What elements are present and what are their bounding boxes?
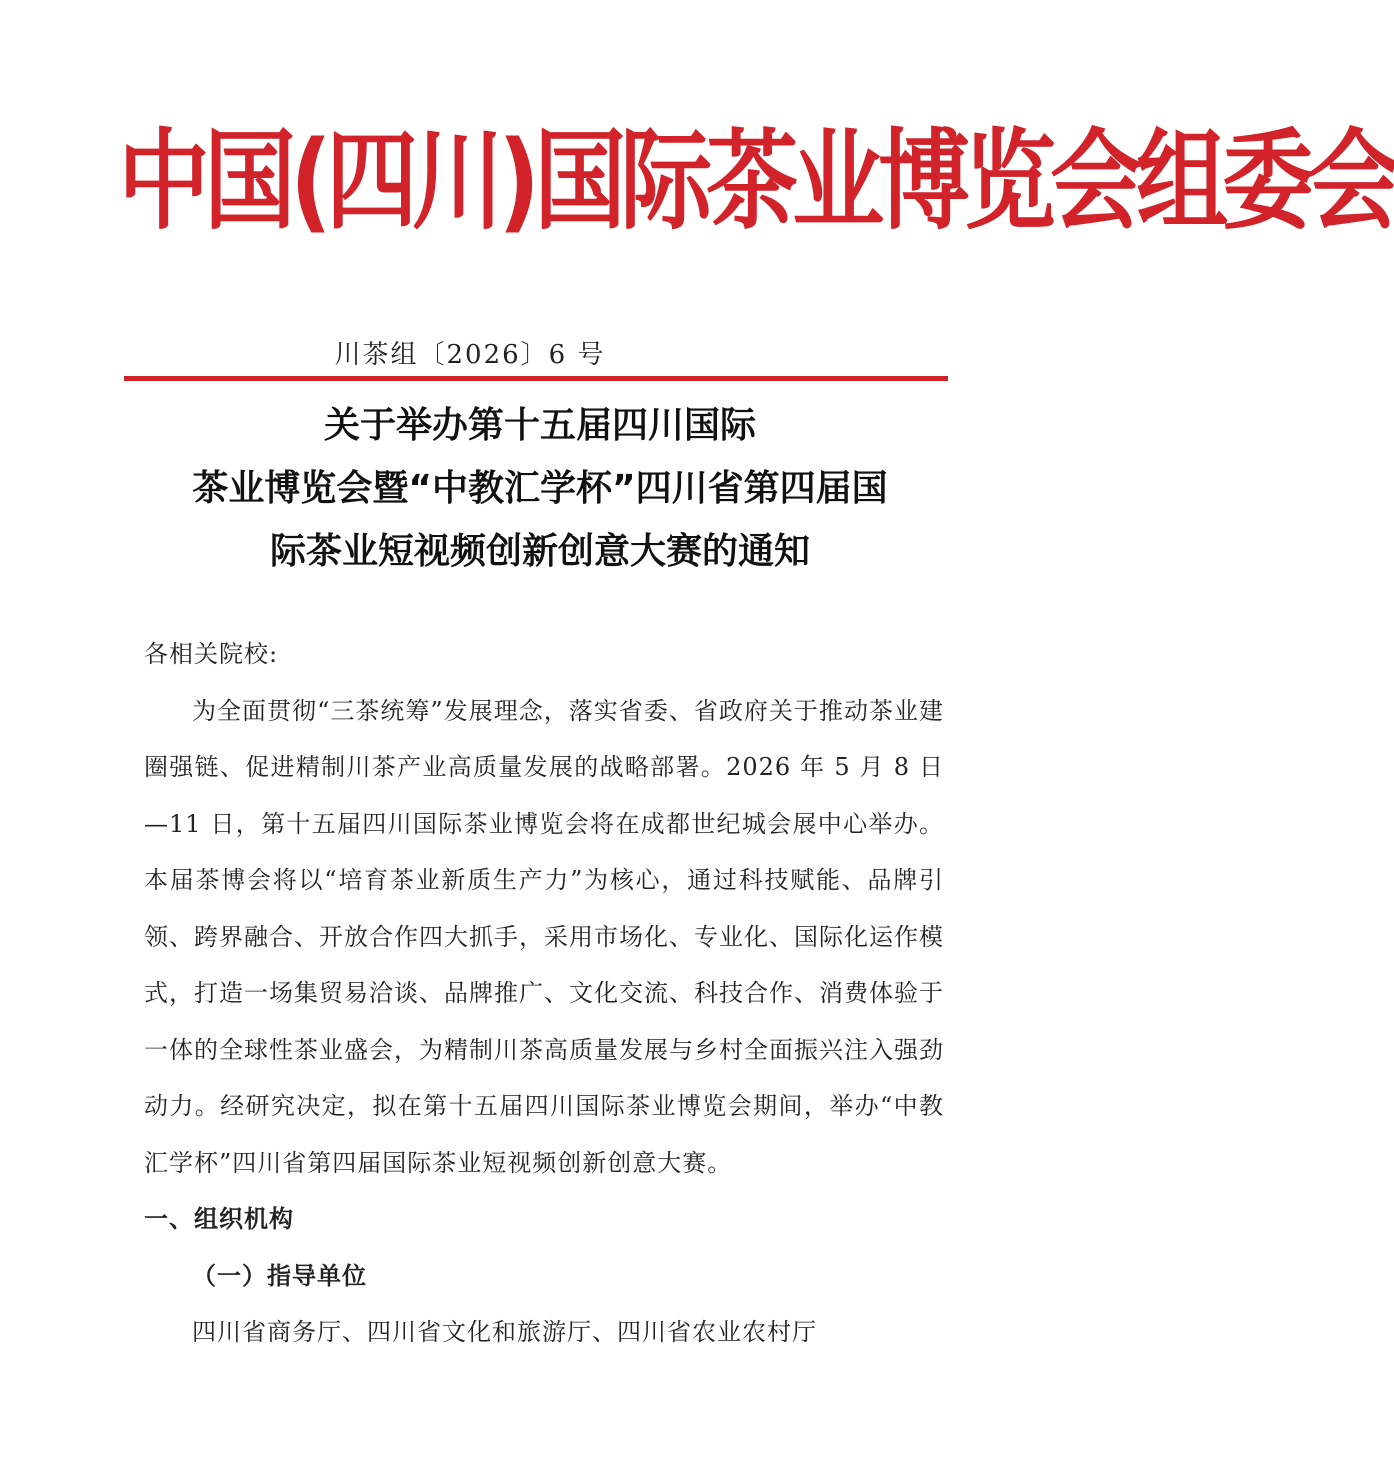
section-heading-1: 一、组织机构 bbox=[144, 1205, 294, 1233]
document-title bbox=[110, 394, 970, 583]
salutation: 各相关院校: bbox=[144, 640, 279, 668]
title-line-1: 关于举办第十五届四川国际 bbox=[323, 405, 756, 446]
guiding-units-text: 四川省商务厅、四川省文化和旅游厅、四川省农业农村厅 bbox=[192, 1318, 817, 1346]
title-line-2: 茶业博览会暨“中教汇学杯”四川省第四届国 bbox=[192, 468, 888, 509]
red-divider-rule bbox=[124, 376, 948, 381]
document-number bbox=[0, 334, 1080, 371]
document-number-text: 川茶组〔2026〕6 号 bbox=[334, 340, 606, 370]
organization-header: 中国(四川)国际茶业博览会组委会 bbox=[118, 118, 1394, 245]
title-line-3: 际茶业短视频创新创意大赛的通知 bbox=[269, 531, 810, 572]
document-body bbox=[144, 626, 944, 1361]
body-paragraph-1: 为全面贯彻“三茶统筹”发展理念，落实省委、省政府关于推动茶业建圈强链、促进精制川茶产业高质量发展的战略部署。2026 年 5 月 8 日—11 日，第十五届四川国际茶业博览会将在成都世纪城会展中心举办。本届茶博会将以“培育茶业新质生产力”为核心，通过科技赋能、品牌引领、跨界融合、开放合作四大抓手，采用市场化、专业化、国际化运作模式，打造一场集贸易洽谈、品牌推广、文化交流、科技合作、消费体验于一体的全球性茶业盛会，为精制川茶高质量发展与乡村全面振兴注入强劲动力。经研究决定，拟在第十五届四川国际茶业博览会期间，举办“中教汇学杯”四川省第四届国际茶业短视频创新创意大赛。 bbox=[144, 696, 944, 1177]
subsection-heading-guiding-units: （一）指导单位 bbox=[192, 1261, 367, 1290]
